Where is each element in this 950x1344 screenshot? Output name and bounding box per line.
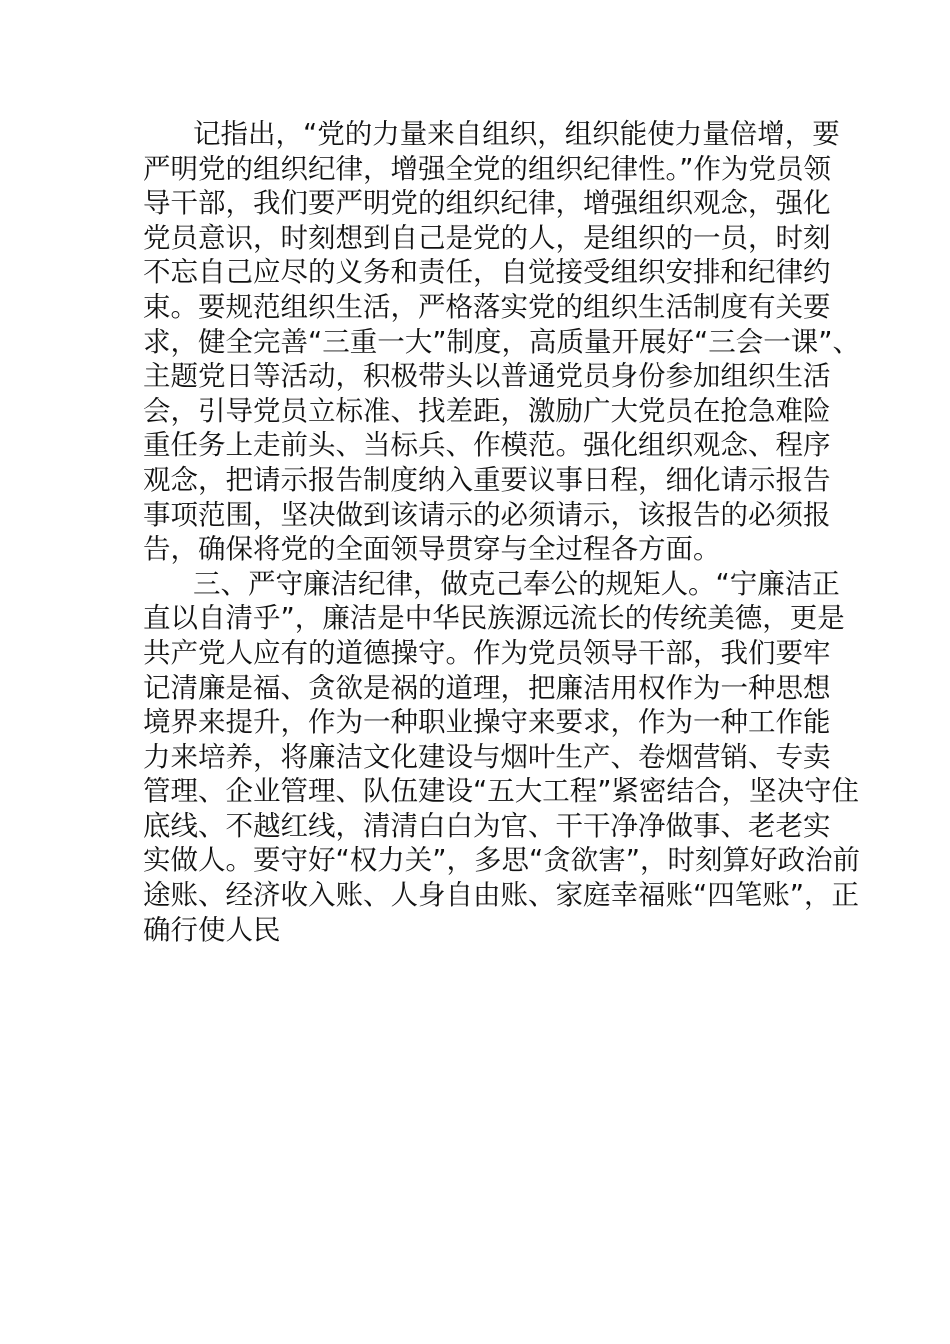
text-line: 会，引导党员立标准、找差距，激励广大党员在抢急难险 <box>143 394 831 427</box>
text-line: 实做人。要守好“权力关”，多思“贪欲害”，时刻算好政治前 <box>143 844 860 877</box>
text-line: 确行使人民 <box>143 913 281 946</box>
text-line: 求，健全完善“三重一大”制度，高质量开展好“三会一课”、 <box>143 325 860 358</box>
text-line: 事项范围，坚决做到该请示的必须请示，该报告的必须报 <box>143 498 831 531</box>
text-line: 底线、不越红线，清清白白为官、干干净净做事、老老实 <box>143 809 831 842</box>
text-line: 记指出，“党的力量来自组织，组织能使力量倍增，要 <box>193 118 840 150</box>
body-text <box>143 117 860 947</box>
text-line: 重任务上走前头、当标兵、作模范。强化组织观念、程序 <box>143 429 831 462</box>
text-line: 力来培养，将廉洁文化建设与烟叶生产、卷烟营销、专卖 <box>143 740 831 773</box>
text-line: 观念，把请示报告制度纳入重要议事日程，细化请示报告 <box>143 463 831 496</box>
text-line: 主题党日等活动，积极带头以普通党员身份参加组织生活 <box>143 360 831 393</box>
text-line: 不忘自己应尽的义务和责任，自觉接受组织安排和纪律约 <box>143 256 831 289</box>
text-line: 导干部，我们要严明党的组织纪律，增强组织观念，强化 <box>143 187 831 220</box>
text-line: 告，确保将党的全面领导贯穿与全过程各方面。 <box>143 533 721 566</box>
text-line: 共产党人应有的道德操守。作为党员领导干部，我们要牢 <box>143 636 831 669</box>
text-line: 束。要规范组织生活，严格落实党的组织生活制度有关要 <box>143 290 831 323</box>
text-line: 党员意识，时刻想到自己是党的人，是组织的一员，时刻 <box>143 221 831 254</box>
text-line: 直以自清乎”，廉洁是中华民族源远流长的传统美德，更是 <box>143 602 845 635</box>
text-line: 管理、企业管理、队伍建设“五大工程”紧密结合，坚决守住 <box>143 775 859 808</box>
text-line: 记清廉是福、贪欲是祸的道理，把廉洁用权作为一种思想 <box>143 671 831 704</box>
text-line: 严明党的组织纪律，增强全党的组织纪律性。”作为党员领 <box>143 152 831 185</box>
section-heading-line: 三、严守廉洁纪律，做克己奉公的规矩人。“宁廉洁正 <box>193 567 840 600</box>
text-line: 境界来提升，作为一种职业操守来要求，作为一种工作能 <box>143 706 831 739</box>
text-line: 途账、经济收入账、人身自由账、家庭幸福账“四笔账”，正 <box>143 879 859 912</box>
